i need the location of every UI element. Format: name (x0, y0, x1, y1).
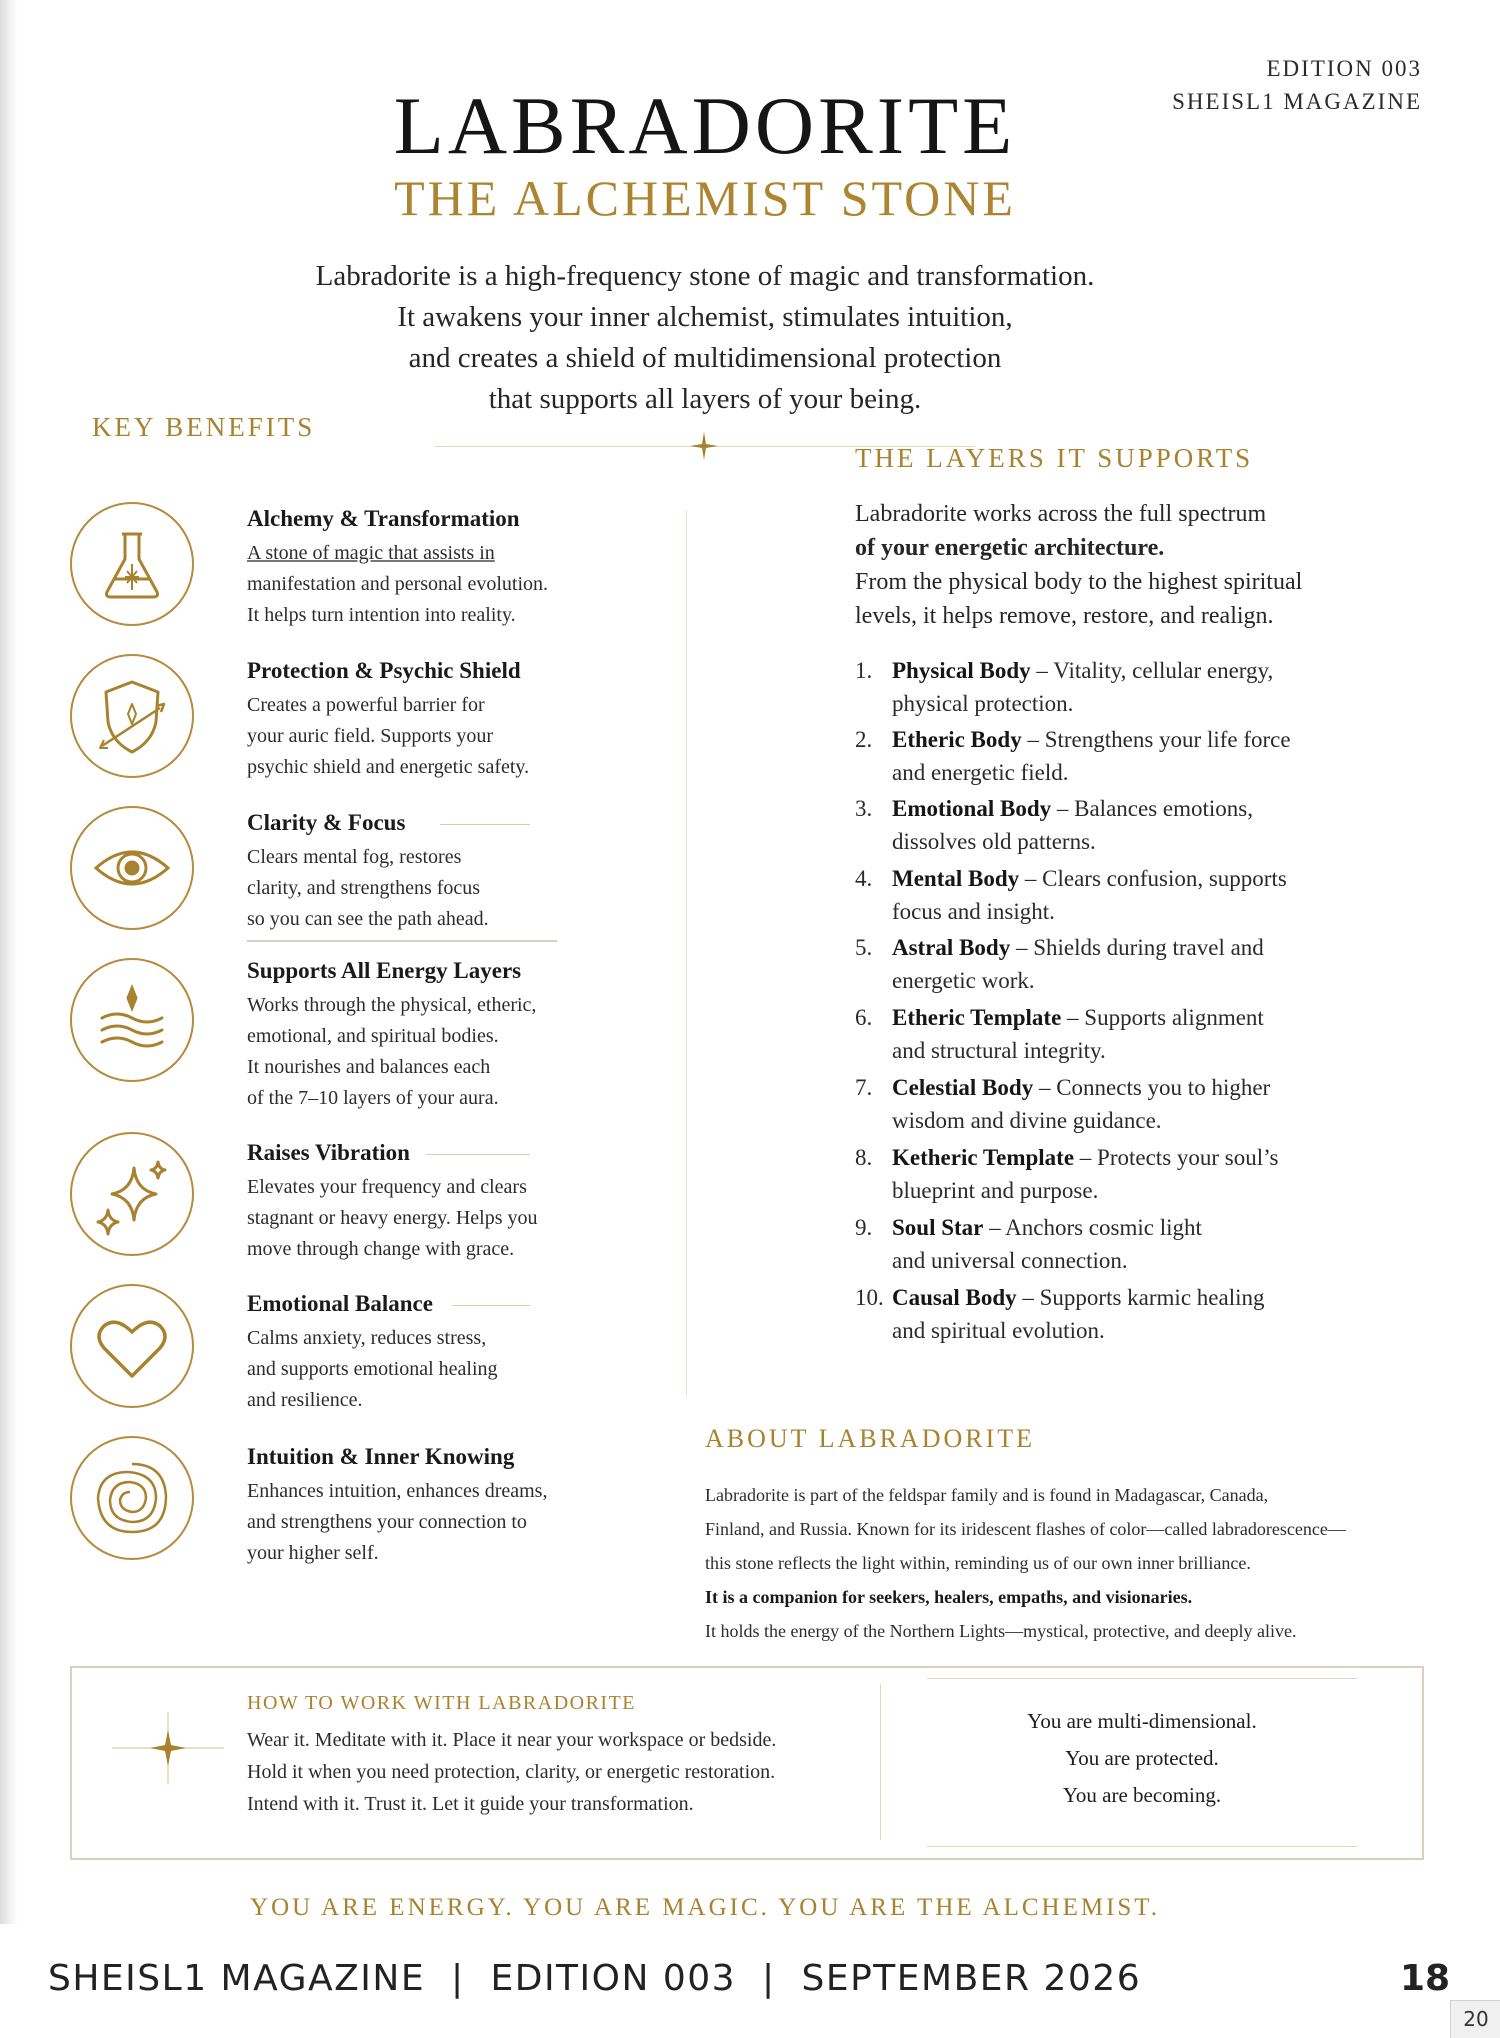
layer-body (892, 1071, 1270, 1137)
benefit-line: clarity, and strengthens focus (247, 877, 481, 899)
layer-number: 9. (855, 1215, 873, 1240)
layer-desc: – Supports karmic healing (1016, 1285, 1265, 1310)
about-line: Finland, and Russia. Known for its iridescent flashes of color—called labradorescence— (705, 1519, 1346, 1539)
layer-name: Emotional Body (892, 796, 1052, 821)
key-benefits-heading: KEY BENEFITS (92, 412, 316, 442)
benefit-title: Supports All Energy Layers (247, 958, 522, 983)
about-line: It holds the energy of the Northern Lights—mystical, protective, and deeply alive. (705, 1621, 1297, 1641)
affirmation-line: You are protected. (1065, 1746, 1219, 1770)
layer-name: Etheric Template (892, 1005, 1062, 1030)
benefit-line: emotional, and spiritual bodies. (247, 1025, 499, 1047)
layer-body (892, 723, 1291, 789)
affirmation-rule (927, 1846, 1357, 1847)
layers-intro-line: From the physical body to the highest spiritual (855, 569, 1303, 595)
benefit-line: and strengthens your connection to (247, 1511, 527, 1533)
benefit-line: of the 7–10 layers of your aura. (247, 1087, 499, 1109)
layer-body (892, 792, 1253, 858)
about-line: this stone reflects the light within, reminding us of our own inner brilliance. (705, 1553, 1251, 1573)
intro-line: that supports all layers of your being. (488, 383, 922, 415)
page-title: LABRADORITE (393, 80, 1017, 171)
page-edge-shadow (0, 0, 18, 1924)
layer-desc: – Strengthens your life force (1021, 727, 1291, 752)
layer-desc: – Connects you to higher (1033, 1075, 1271, 1100)
layer-number: 5. (855, 935, 873, 960)
layer-desc: physical protection. (892, 691, 1074, 716)
layer-body (892, 1211, 1202, 1277)
layer-desc: focus and insight. (892, 899, 1055, 924)
footer-label: SHEISL1 MAGAZINE | EDITION 003 | SEPTEMBER 2026 (48, 1958, 1142, 1999)
layer-number: 8. (855, 1145, 873, 1170)
layer-desc: – Balances emotions, (1051, 796, 1253, 821)
layer-name: Ketheric Template (892, 1145, 1075, 1170)
benefit-title: Alchemy & Transformation (247, 506, 520, 531)
layer-name: Physical Body (892, 658, 1031, 683)
intro-line: and creates a shield of multidimensional protection (408, 342, 1002, 374)
benefit-title: Raises Vibration (247, 1140, 410, 1165)
layer-desc: energetic work. (892, 968, 1035, 993)
layers-intro-line: levels, it helps remove, restore, and realign. (855, 603, 1274, 629)
how-to-line: Intend with it. Trust it. Let it guide your transformation. (247, 1793, 694, 1815)
benefit-item (247, 504, 617, 631)
about-heading: ABOUT LABRADORITE (705, 1424, 1036, 1453)
layer-body (892, 654, 1273, 720)
box-separator (880, 1684, 881, 1840)
intro-paragraph (200, 256, 1210, 420)
tagline: YOU ARE ENERGY. YOU ARE MAGIC. YOU ARE THE ALCHEMIST. (250, 1894, 1160, 1921)
benefit-title: Clarity & Focus (247, 810, 406, 835)
layers-intro-line: Labradorite works across the full spectrum (855, 501, 1267, 527)
benefit-line: stagnant or heavy energy. Helps you (247, 1207, 538, 1229)
how-to-heading: HOW TO WORK WITH LABRADORITE (247, 1692, 637, 1714)
page-badge: 20 (1450, 2000, 1500, 2038)
layer-desc: and spiritual evolution. (892, 1318, 1105, 1343)
benefit-line: Clears mental fog, restores (247, 846, 462, 868)
layer-name: Etheric Body (892, 727, 1022, 752)
benefit-line: move through change with grace. (247, 1238, 515, 1260)
eye-icon (70, 806, 194, 930)
layer-body (892, 1141, 1279, 1207)
layer-desc: wisdom and divine guidance. (892, 1108, 1162, 1133)
layer-desc: – Supports alignment (1061, 1005, 1264, 1030)
layer-desc: and structural integrity. (892, 1038, 1106, 1063)
layer-number: 7. (855, 1075, 873, 1100)
affirmations (927, 1703, 1357, 1814)
layer-name: Soul Star (892, 1215, 984, 1240)
benefit-item (247, 656, 617, 783)
layer-number: 2. (855, 727, 873, 752)
layer-desc: and universal connection. (892, 1248, 1128, 1273)
benefit-line: your auric field. Supports your (247, 725, 494, 747)
layer-body (892, 1001, 1264, 1067)
spiral-icon (70, 1436, 194, 1560)
about-line: Labradorite is part of the feldspar family and is found in Madagascar, Canada, (705, 1485, 1269, 1505)
footer-text (48, 1958, 1141, 1999)
benefit-line: manifestation and personal evolution. (247, 573, 549, 595)
benefit-item (247, 808, 617, 935)
benefit-line: so you can see the path ahead. (247, 908, 489, 930)
layer-name: Celestial Body (892, 1075, 1034, 1100)
energy-layers-icon (70, 958, 194, 1082)
layer-number: 6. (855, 1005, 873, 1030)
page-number: 18 (1400, 1958, 1451, 1999)
benefit-line: Works through the physical, etheric, (247, 994, 537, 1016)
intro-line: Labradorite is a high-frequency stone of magic and transformation. (315, 260, 1095, 292)
magazine-name: SHEISL1 MAGAZINE (1172, 89, 1422, 114)
layer-desc: dissolves old patterns. (892, 829, 1096, 854)
layer-number: 4. (855, 866, 873, 891)
how-to-line: Hold it when you need protection, clarity, or energetic restoration. (247, 1761, 776, 1783)
affirmation-line: You are multi-dimensional. (1027, 1709, 1257, 1733)
shield-icon (70, 654, 194, 778)
star-divider-icon (688, 430, 720, 462)
layer-body (892, 931, 1264, 997)
column-divider (686, 510, 687, 1395)
benefit-line: Elevates your frequency and clears (247, 1176, 527, 1198)
benefit-item (247, 1138, 617, 1265)
about-paragraph (705, 1478, 1455, 1648)
benefit-line: psychic shield and energetic safety. (247, 756, 530, 778)
layer-body (892, 862, 1287, 928)
layer-name: Astral Body (892, 935, 1011, 960)
page-subtitle: THE ALCHEMIST STONE (394, 170, 1016, 226)
benefit-item (247, 1289, 617, 1416)
layer-body (892, 1281, 1264, 1347)
layer-name: Mental Body (892, 866, 1020, 891)
layer-number: 3. (855, 796, 873, 821)
layer-desc: – Protects your soul’s (1074, 1145, 1279, 1170)
layer-desc: – Vitality, cellular energy, (1030, 658, 1274, 683)
benefit-line: Creates a powerful barrier for (247, 694, 485, 716)
how-to-line: Wear it. Meditate with it. Place it near your workspace or bedside. (247, 1729, 777, 1751)
affirmation-rule (927, 1678, 1357, 1679)
about-line: It is a companion for seekers, healers, empaths, and visionaries. (705, 1587, 1193, 1607)
layer-desc: blueprint and purpose. (892, 1178, 1099, 1203)
heart-icon (70, 1284, 194, 1408)
affirmation-line: You are becoming. (1062, 1783, 1222, 1807)
benefit-line: It nourishes and balances each (247, 1056, 491, 1078)
benefit-line: and supports emotional healing (247, 1358, 498, 1380)
layer-desc: – Shields during travel and (1010, 935, 1264, 960)
benefit-line: It helps turn intention into reality. (247, 604, 516, 626)
layer-desc: – Clears confusion, supports (1019, 866, 1287, 891)
layer-desc: – Anchors cosmic light (983, 1215, 1202, 1240)
sparkles-icon (70, 1132, 194, 1256)
layer-number: 10. (855, 1285, 884, 1310)
layer-number: 1. (855, 658, 873, 683)
benefit-line: Enhances intuition, enhances dreams, (247, 1480, 548, 1502)
star-icon (108, 1708, 228, 1788)
edition-number: EDITION 003 (1266, 56, 1422, 81)
layer-desc: and energetic field. (892, 760, 1069, 785)
layers-intro-line: of your energetic architecture. (855, 535, 1165, 561)
benefit-item (247, 956, 617, 1114)
flask-icon (70, 502, 194, 626)
layers-intro (855, 497, 1415, 633)
benefit-line: your higher self. (247, 1542, 379, 1564)
benefit-title: Emotional Balance (247, 1291, 433, 1316)
intro-line: It awakens your inner alchemist, stimulates intuition, (397, 301, 1013, 333)
benefit-item (247, 1442, 617, 1569)
layers-heading: THE LAYERS IT SUPPORTS (855, 443, 1254, 473)
layer-name: Causal Body (892, 1285, 1017, 1310)
benefit-line: Calms anxiety, reduces stress, (247, 1327, 487, 1349)
benefit-title: Protection & Psychic Shield (247, 658, 521, 683)
benefit-title: Intuition & Inner Knowing (247, 1444, 515, 1469)
benefit-line: A stone of magic that assists in (247, 542, 495, 564)
benefit-line: and resilience. (247, 1389, 363, 1411)
section-rule (247, 940, 557, 942)
